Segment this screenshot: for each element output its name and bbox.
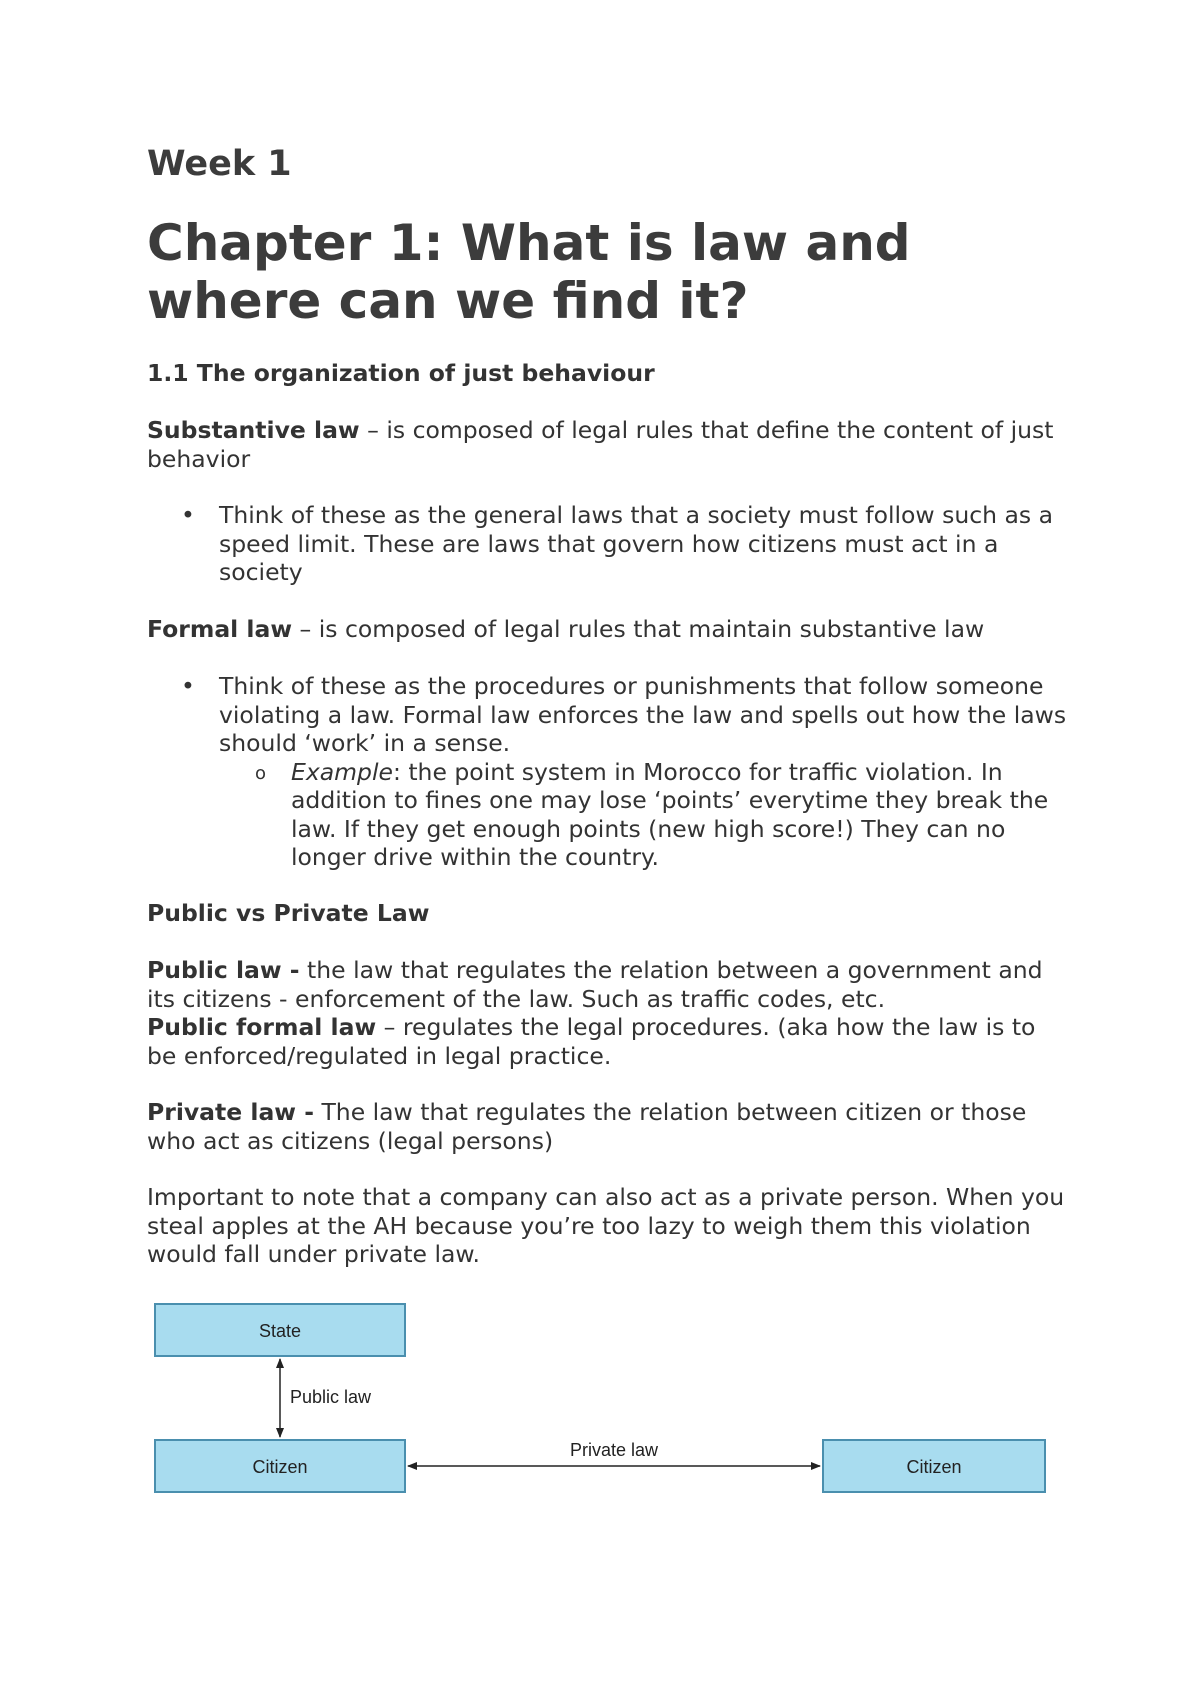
formal-law-definition <box>147 615 1067 644</box>
private-law-term: Private law - <box>147 1098 314 1126</box>
public-law-label: Public law <box>290 1387 372 1407</box>
public-law-block <box>147 956 1067 1070</box>
bullet-icon: • <box>181 672 195 700</box>
substantive-law-text: – is composed of legal rules that define the content of just behavior <box>147 416 1054 473</box>
substantive-law-bullet <box>147 501 1067 587</box>
example-label: Example <box>291 757 393 786</box>
public-formal-law-term: Public formal law <box>147 1013 377 1041</box>
bullet-text: Think of these as the procedures or punishments that follow someone violating a law. Formal law enforces the law and spells out how the laws should ‘work’ in a sense. <box>219 672 1067 757</box>
sub-bullet-icon: o <box>255 762 267 784</box>
public-vs-private-heading: Public vs Private Law <box>147 899 430 927</box>
citizen-box-left <box>155 1440 405 1492</box>
public-formal-law-text: – regulates the legal procedures. (aka how the law is to be enforced/regulated in legal practice. <box>147 1013 1036 1070</box>
formal-law-text: – is composed of legal rules that maintain substantive law <box>292 615 985 643</box>
formal-law-term: Formal law <box>147 615 293 643</box>
private-law-label: Private law <box>569 1440 659 1460</box>
formal-law-bullet <box>147 672 1067 872</box>
private-law-definition <box>147 1098 1067 1155</box>
example-sub-bullet <box>147 758 1067 872</box>
company-note: Important to note that a company can also act as a private person. When you steal apples at the AH because you’re too lazy to weigh them this violation would fall under private law. <box>147 1183 1065 1268</box>
public-law-text: the law that regulates the relation between a government and its citizens - enforcement of the law. Such as traffic codes, etc. <box>147 956 1043 1013</box>
citizen-box-right <box>823 1440 1045 1492</box>
substantive-law-definition <box>147 416 1067 473</box>
chapter-heading: Chapter 1: What is law and where can we find it? <box>147 214 911 330</box>
week-heading: Week 1 <box>147 144 292 184</box>
substantive-law-term: Substantive law <box>147 416 360 444</box>
diagram-svg <box>147 1300 1067 1510</box>
law-relations-diagram <box>147 1300 1067 1510</box>
citizen-right-label: Citizen <box>906 1457 962 1477</box>
state-box <box>155 1304 405 1356</box>
private-law-text: The law that regulates the relation between citizen or those who act as citizens (legal persons) <box>147 1098 1027 1155</box>
example-text: : the point system in Morocco for traffic violation. In addition to fines one may lose ‘points’ everytime they break the law. If they get enough points (new high score!) They can no longer drive within the country. <box>291 757 1049 871</box>
section-heading-1-1: 1.1 The organization of just behaviour <box>147 359 655 387</box>
citizen-left-label: Citizen <box>252 1457 308 1477</box>
public-law-term: Public law - <box>147 956 300 984</box>
bullet-text: Think of these as the general laws that a society must follow such as a speed limit. These are laws that govern how citizens must act in a society <box>219 501 1054 586</box>
bullet-icon: • <box>181 501 195 529</box>
state-label: State <box>258 1321 302 1341</box>
